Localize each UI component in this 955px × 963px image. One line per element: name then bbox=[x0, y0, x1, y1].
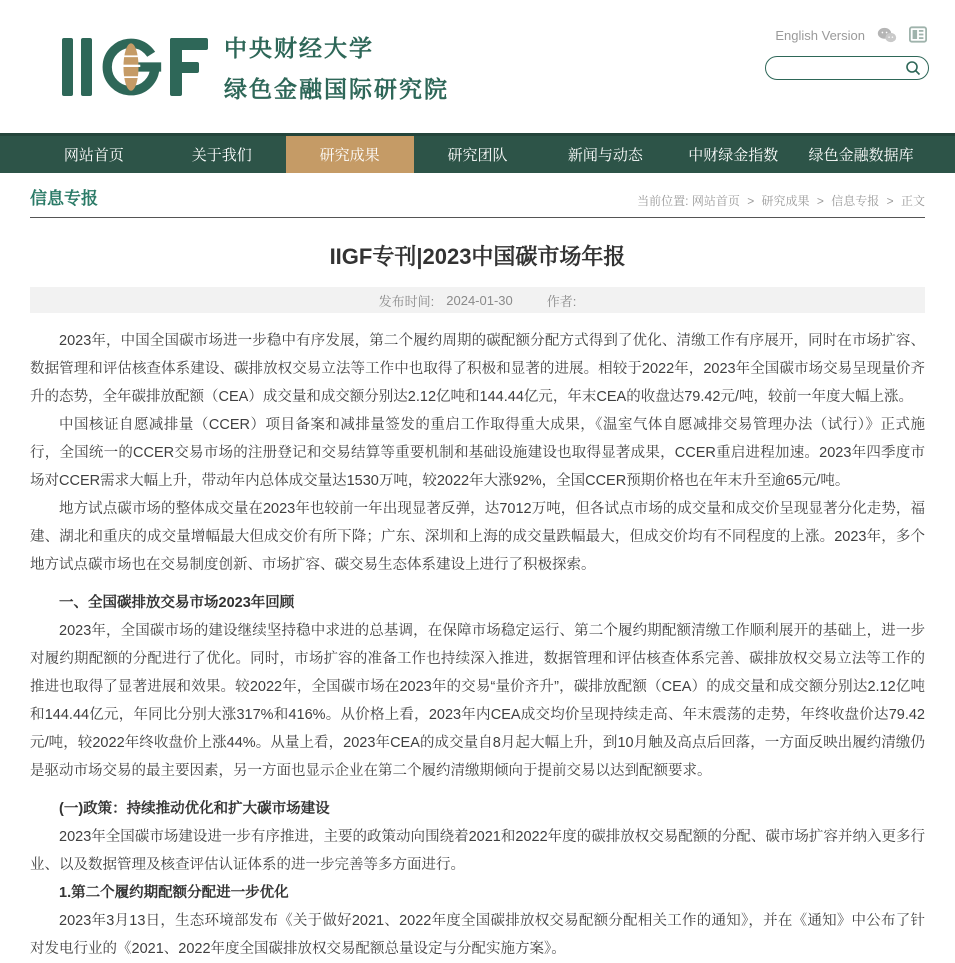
breadcrumb-home[interactable]: 网站首页 bbox=[691, 194, 740, 208]
logo-letter-i1 bbox=[62, 38, 73, 96]
breadcrumb bbox=[637, 192, 925, 209]
journal-icon[interactable] bbox=[909, 26, 929, 44]
org-name-line1: 中央财经大学 bbox=[224, 35, 374, 61]
paragraph-ccer-restart: 中国核证自愿减排量（CCER）项目备案和减排量签发的重启工作取得重大成果，《温室气体自愿减排交易管理办法（试行）》正式施行，全国统一的CCER交易市场的注册登记和交易结算等重要机制和基础设施建设也取得显著成果，CCER重启进程加速。2023年四季度市场对CCER需求大幅上升，带动年内总体成交量达1530万吨，较2022年大涨92%，全国CCER预期价格也在年末升至逾65元/吨。 bbox=[30, 417, 925, 489]
main-nav bbox=[0, 133, 955, 173]
breadcrumb-separator: > bbox=[747, 194, 755, 208]
nav-item-research-team[interactable]: 研究团队 bbox=[447, 147, 508, 164]
header-utilities bbox=[739, 26, 929, 80]
paragraph-national-market-overview: 2023年，中国全国碳市场进一步稳中有序发展，第二个履约周期的碳配额分配方式得到了优化、清缴工作有序展开，同时在市场扩容、数据管理和评估核查体系建设、碳排放权交易立法等工作中也取得了积极和显著的进展。相较于2022年，2023年全国碳市场交易呈现量价齐升的态势，全年碳排放配额（CEA）成交量和成交额分别达2.12亿吨和144.44亿元，年末CEA的收盘达79.42元/吨，较前一年度大幅上涨。 bbox=[30, 333, 925, 405]
nav-item-green-finance-database[interactable]: 绿色金融数据库 bbox=[808, 147, 914, 164]
breadcrumb-row bbox=[30, 173, 925, 218]
wechat-icon[interactable] bbox=[877, 26, 897, 44]
paragraph-2023-review-detail: 2023年，全国碳市场的建设继续坚持稳中求进的总基调，在保障市场稳定运行、第二个履约期配额清缴工作顺利展开的基础上，进一步对履约期配额的分配进行了优化。同时，市场扩容的准备工作也持续深入推进，数据管理和评估核查体系完善、碳排放权交易立法等工作的推进也取得了显著进展和效果。较2022年，全国碳市场在2023年的交易“量价齐升”，碳排放配额（CEA）的成交量和成交额分别达2.12亿吨和144.44亿元，年同比分别大涨317%和416%。从价格上看，2023年内CEA成交均价呈现持续走高、年末震荡的走势，年终收盘价达79.42元/吨，较2022年终收盘价上涨44%。从量上看，2023年CEA的成交量自8月起大幅上升，到10月触及高点后回落，一方面反映出履约清缴仍是驱动市场交易的最主要因素，另一方面也显示企业在第二个履约清缴期倾向于提前交易以达到配额要求。 bbox=[30, 623, 925, 779]
org-name-line2: 绿色金融国际研究院 bbox=[224, 76, 449, 102]
breadcrumb-current-article: 正文 bbox=[900, 194, 925, 208]
publish-time-label: 发布时间: bbox=[378, 293, 435, 309]
site-header bbox=[0, 0, 955, 133]
article bbox=[30, 240, 925, 963]
nav-item-green-index[interactable]: 中财绿金指数 bbox=[688, 147, 779, 164]
breadcrumb-info-report[interactable]: 信息专报 bbox=[831, 194, 880, 208]
article-body bbox=[30, 327, 925, 963]
logo-globe-g-icon bbox=[102, 38, 160, 96]
nav-item-research-results[interactable]: 研究成果 bbox=[286, 136, 414, 173]
site-logo[interactable] bbox=[62, 30, 449, 104]
publish-date: 2024-01-30 bbox=[446, 292, 513, 308]
section-title: 信息专报 bbox=[30, 189, 98, 208]
org-name bbox=[224, 30, 449, 104]
heading-section-1-review: 一、全国碳排放交易市场2023年回顾 bbox=[59, 595, 295, 611]
search-icon[interactable] bbox=[905, 60, 921, 76]
iigf-logo-icon bbox=[62, 36, 208, 98]
article-meta-bar bbox=[30, 287, 925, 313]
breadcrumb-separator: > bbox=[816, 194, 824, 208]
heading-policy: (一)政策：持续推动优化和扩大碳市场建设 bbox=[59, 801, 330, 817]
nav-item-news[interactable]: 新闻与动态 bbox=[567, 147, 643, 164]
breadcrumb-separator: > bbox=[886, 194, 894, 208]
search-box bbox=[765, 56, 929, 80]
author-label: 作者: bbox=[546, 293, 577, 309]
logo-letter-f bbox=[170, 38, 208, 96]
paragraph-policy-overview: 2023年全国碳市场建设进一步有序推进，主要的政策动向围绕着2021和2022年度的碳排放权交易配额的分配、碳市场扩容并纳入更多行业、以及数据管理及核查评估认证体系的进一步完善等多方面进行。 bbox=[30, 829, 925, 873]
nav-item-home[interactable]: 网站首页 bbox=[63, 147, 124, 164]
breadcrumb-research-results[interactable]: 研究成果 bbox=[761, 194, 810, 208]
logo-letter-i2 bbox=[81, 38, 92, 96]
article-title: IIGF专刊|2023中国碳市场年报 bbox=[329, 244, 626, 269]
nav-item-about[interactable]: 关于我们 bbox=[191, 147, 252, 164]
english-version-link[interactable]: English Version bbox=[775, 27, 865, 43]
breadcrumb-location-label: 当前位置: bbox=[637, 194, 689, 208]
paragraph-pilot-markets: 地方试点碳市场的整体成交量在2023年也较前一年出现显著反弹，达7012万吨，但各试点市场的成交量和成交价呈现显著分化走势，福建、湖北和重庆的成交量增幅最大但成交价有所下降；广东、深圳和上海的成交量跌幅最大，但成交价均有不同程度的上涨。2023年，多个地方试点碳市场也在交易制度创新、市场扩容、碳交易生态体系建设上进行了积极探索。 bbox=[30, 501, 925, 573]
paragraph-quota-allocation-detail: 2023年3月13日，生态环境部发布《关于做好2021、2022年度全国碳排放权交易配额分配相关工作的通知》，并在《通知》中公布了针对发电行业的《2021、2022年度全国碳排放权交易配额总量设定与分配实施方案》。 bbox=[30, 913, 925, 957]
heading-quota-allocation: 1.第二个履约期配额分配进一步优化 bbox=[59, 885, 289, 901]
